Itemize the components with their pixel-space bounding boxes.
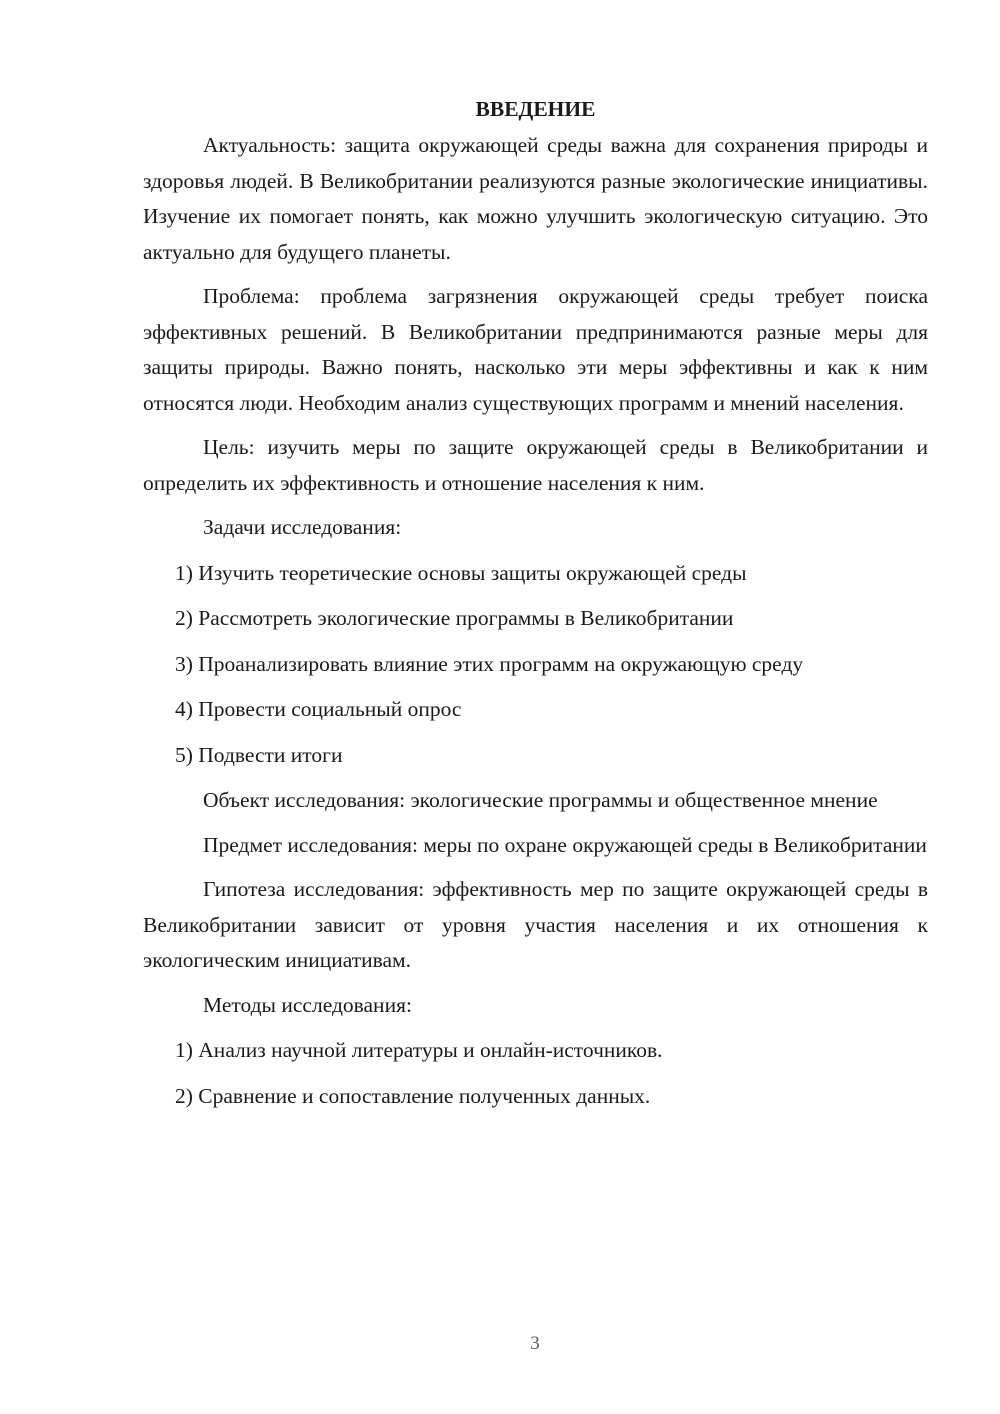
task-item: 3) Проанализировать влияние этих программ на окружающую среду <box>175 651 804 676</box>
tasks-list <box>143 556 928 774</box>
page-number: 3 <box>530 1333 540 1354</box>
task-item: 5) Подвести итоги <box>175 742 343 767</box>
relevance-paragraph: Актуальность: защита окружающей среды важна для сохранения природы и здоровья людей. В Великобритании реализуются разные экологические инициативы. Изучение их помогает понять, как можно улучшить экологическую ситуацию. Это актуально для будущего планеты. <box>143 133 928 264</box>
method-item: 1) Анализ научной литературы и онлайн-источников. <box>175 1038 663 1062</box>
tasks-heading: Задачи исследования: <box>203 515 402 539</box>
method-item: 2) Сравнение и сопоставление полученных данных. <box>175 1083 651 1108</box>
section-title: ВВЕДЕНИЕ <box>475 97 596 121</box>
task-item: 2) Рассмотреть экологические программы в Великобритании <box>175 606 734 630</box>
subject-paragraph: Предмет исследования: меры по охране окружающей среды в Великобритании <box>203 832 927 857</box>
goal-paragraph: Цель: изучить меры по защите окружающей среды в Великобритании и определить их эффективность и отношение населения к ним. <box>143 435 928 495</box>
hypothesis-paragraph: Гипотеза исследования: эффективность мер по защите окружающей среды в Великобритании зависит от уровня участия населения и их отношения к экологическим инициативам. <box>143 877 928 972</box>
task-item: 1) Изучить теоретические основы защиты окружающей среды <box>175 560 747 585</box>
methods-list <box>143 1033 928 1114</box>
task-item: 4) Провести социальный опрос <box>175 697 462 721</box>
document-body <box>143 92 928 1124</box>
object-paragraph: Объект исследования: экологические программы и общественное мнение <box>203 788 878 812</box>
methods-heading: Методы исследования: <box>203 992 412 1017</box>
problem-paragraph: Проблема: проблема загрязнения окружающей среды требует поиска эффективных решений. В Великобритании предпринимаются разные меры для защиты природы. Важно понять, насколько эти меры эффективны и как к ним относятся люди. Необходим анализ существующих программ и мнений населения. <box>143 284 928 415</box>
